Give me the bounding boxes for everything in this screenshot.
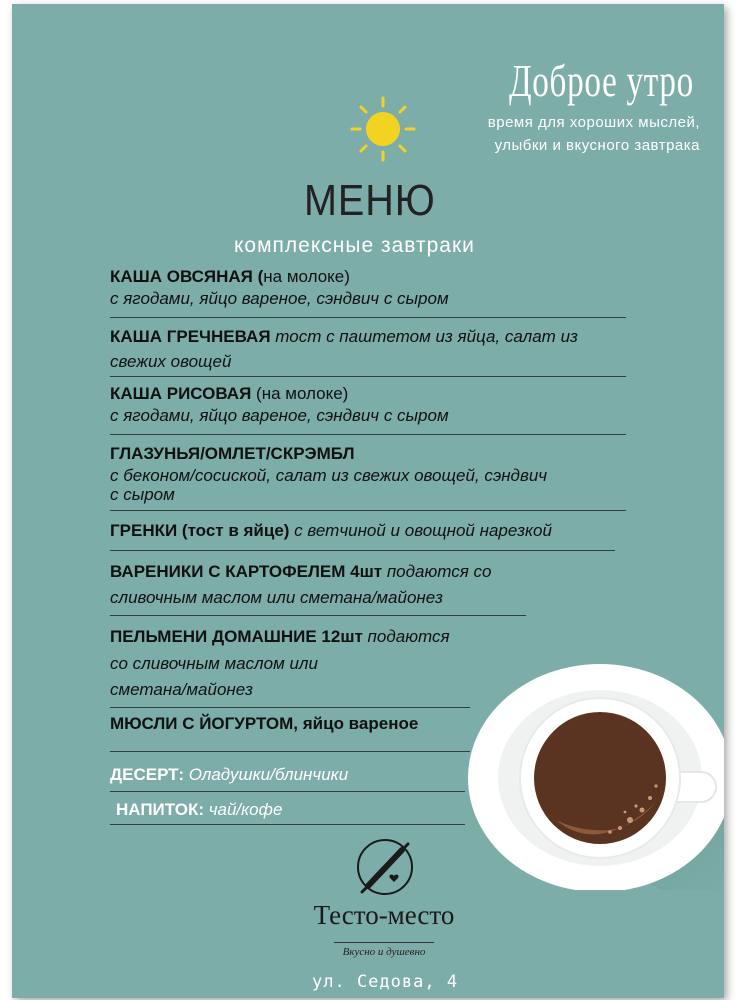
menu-item-muesli	[110, 713, 418, 735]
item-desc: сметана/майонез	[110, 680, 253, 699]
dessert-value: Оладушки/блинчики	[188, 765, 349, 784]
divider	[110, 707, 470, 708]
item-desc: с сыром	[110, 485, 175, 504]
menu-item-toast	[110, 520, 552, 542]
divider	[110, 550, 615, 551]
item-desc: с ягодами, яйцо вареное, сэндвич с сыром	[110, 406, 449, 425]
brand-underline	[334, 942, 434, 943]
item-note: на молоке)	[263, 267, 350, 286]
item-desc: тост с паштетом из яйца, салат из	[275, 327, 578, 346]
item-name: ГРЕНКИ (тост в яйце)	[110, 521, 295, 540]
menu-card	[12, 4, 724, 998]
divider	[110, 791, 465, 792]
menu-item-buckwheat-desc	[110, 351, 231, 373]
item-desc: свежих овощей	[110, 352, 232, 371]
address: ул. Седова, 4	[312, 972, 459, 992]
item-name: ГЛАЗУНЬЯ/ОМЛЕТ/СКРЭМБЛ	[110, 444, 355, 463]
drink-label: НАПИТОК:	[116, 800, 209, 819]
divider	[110, 376, 626, 377]
header-title: Доброе утро	[509, 55, 694, 106]
item-name: КАША ОВСЯНАЯ (	[110, 267, 264, 286]
menu-subtitle: комплексные завтраки	[234, 234, 475, 257]
item-name: ПЕЛЬМЕНИ ДОМАШНИЕ 12шт	[110, 627, 368, 646]
menu-item-pelmeni-desc	[110, 653, 318, 675]
dessert-label: ДЕСЕРТ:	[110, 765, 189, 784]
drink-value: чай/кофе	[208, 800, 283, 819]
item-desc: подаются со	[386, 562, 492, 581]
coffee-cup-icon	[460, 660, 724, 890]
drink-line	[116, 799, 282, 821]
item-name: КАША ГРЕЧНЕВАЯ	[110, 327, 276, 346]
header-tagline-line2: улыбки и вкусного завтрака	[494, 137, 700, 154]
item-desc: сливочным маслом или сметана/майонез	[110, 588, 443, 607]
menu-item-rice-desc	[110, 405, 449, 427]
item-desc: со сливочным маслом или	[110, 654, 318, 673]
menu-item-vareniki-desc	[110, 587, 443, 609]
menu-item-pelmeni-desc2	[110, 679, 253, 701]
menu-title: МЕНЮ	[304, 176, 436, 225]
menu-item-eggs	[110, 443, 355, 465]
item-desc: с ягодами, яйцо вареное, сэндвич с сыром	[110, 289, 449, 308]
item-desc: с ветчиной и овощной нарезкой	[294, 521, 552, 540]
item-desc: подаются	[367, 627, 450, 646]
dessert-line	[110, 764, 348, 786]
brand-name: Тесто-место	[313, 900, 455, 930]
item-desc: с беконом/сосиской, салат из свежих овощей, сэндвич	[110, 466, 548, 485]
menu-item-rice	[110, 383, 348, 405]
menu-item-oatmeal-desc	[110, 288, 449, 310]
divider	[110, 615, 526, 616]
item-name: КАША РИСОВАЯ	[110, 384, 257, 403]
divider	[110, 317, 626, 318]
menu-item-oatmeal	[110, 266, 350, 288]
divider	[110, 434, 626, 435]
divider	[110, 510, 626, 511]
menu-item-eggs-desc	[110, 465, 547, 487]
rolling-pin-logo-icon	[354, 836, 416, 898]
brand-slogan: Вкусно и душевно	[342, 946, 426, 958]
item-name: МЮСЛИ С ЙОГУРТОМ, яйцо вареное	[110, 714, 419, 733]
item-note: (на молоке)	[256, 384, 349, 403]
menu-item-vareniki	[110, 561, 492, 583]
header-tagline-line1: время для хороших мыслей,	[487, 114, 700, 131]
menu-item-eggs-desc2	[110, 484, 175, 506]
divider	[110, 751, 470, 752]
divider	[110, 824, 465, 825]
item-name: ВАРЕНИКИ С КАРТОФЕЛЕМ 4шт	[110, 562, 387, 581]
menu-item-buckwheat	[110, 326, 578, 348]
menu-item-pelmeni	[110, 626, 450, 648]
